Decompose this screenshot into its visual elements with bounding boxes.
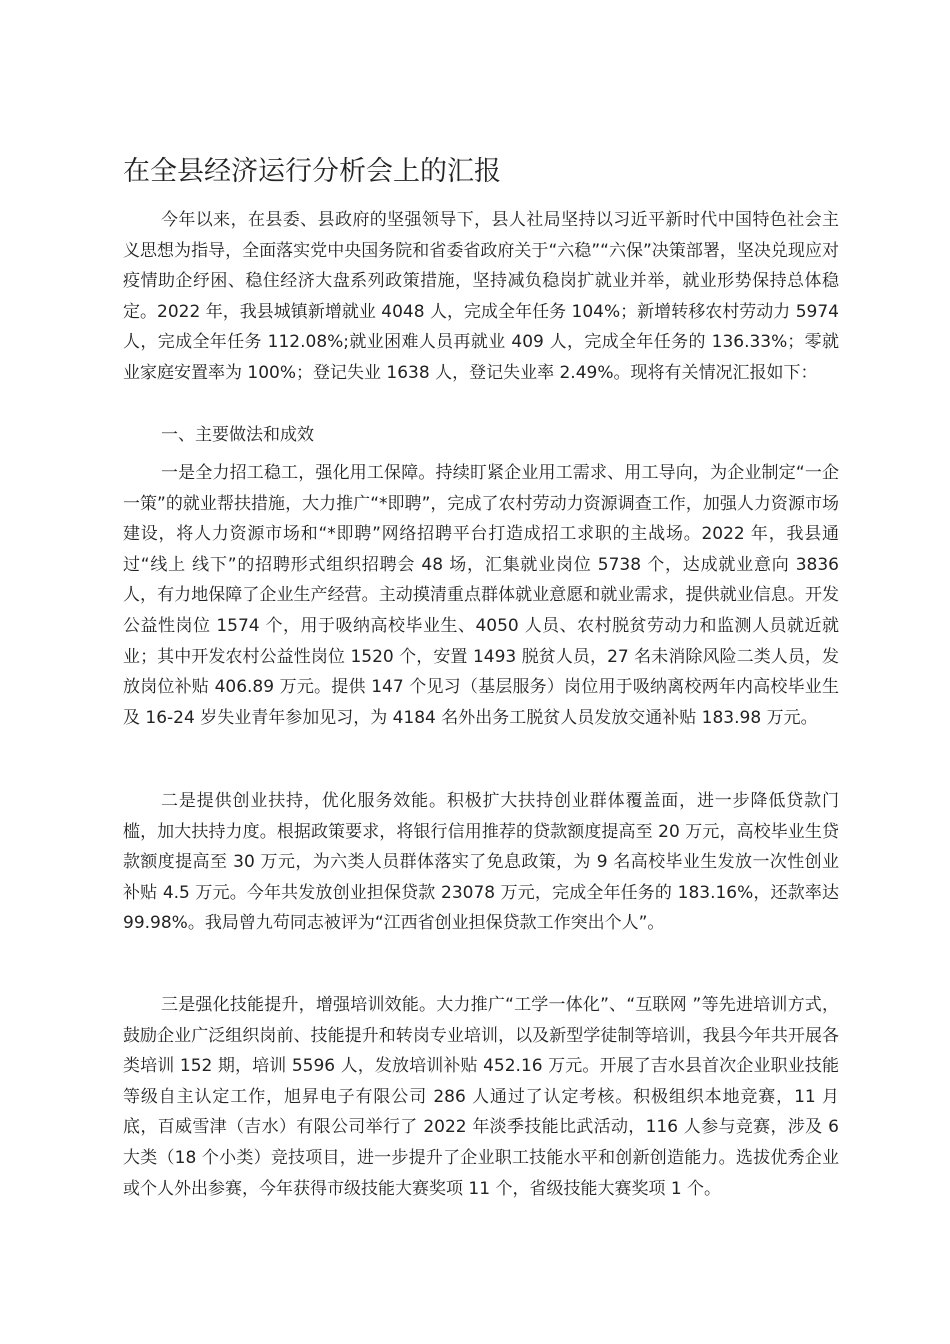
document-title: 在全县经济运行分析会上的汇报 (123, 156, 501, 187)
intro-paragraph: 今年以来，在县委、县政府的坚强领导下，县人社局坚持以习近平新时代中国特色社会主义思想为指导，全面落实党中央国务院和省委省政府关于“六稳”“六保”决策部署，坚决兑现应对疫情助企纾困、稳住经济大盘系列政策措施，坚持减负稳岗扩就业并举，就业形势保持总体稳定。2022 年，我县城镇新增就业 4048 人，完成全年任务 104%；新增转移农村劳动力 5974 人，完成全年任务 112.08%;就业困难人员再就业 409 人，完成全年任务的 136.33%；零就业家庭安置率为 100%；登记失业 1638 人，登记失业率 2.49%。现将有关情况汇报如下： (123, 210, 839, 383)
paragraph-skills-training: 三是强化技能提升，增强培训效能。大力推广“工学一体化”、“互联网 ”等先进培训方式，鼓励企业广泛组织岗前、技能提升和转岗专业培训，以及新型学徒制等培训，我县今年共开展各类培训 152 期，培训 5596 人，发放培训补贴 452.16 万元。开展了吉水县首次企业职业技能等级自主认定工作，旭昇电子有限公司 286 人通过了认定考核。积极组织本地竞赛，11 月底，百威雪津（吉水）有限公司举行了 2022 年淡季技能比武活动，116 人参与竞赛，涉及 6 大类（18 个小类）竞技项目，进一步提升了企业职工技能水平和创新创造能力。选拔优秀企业或个人外出参赛，今年获得市级技能大赛奖项 11 个，省级技能大赛奖项 1 个。 (123, 995, 839, 1199)
paragraph-recruitment: 一是全力招工稳工，强化用工保障。持续盯紧企业用工需求、用工导向，为企业制定“一企一策”的就业帮扶措施，大力推广“*即聘”，完成了农村劳动力资源调查工作，加强人力资源市场建设，将人力资源市场和“*即聘”网络招聘平台打造成招工求职的主战场。2022 年，我县通过“线上 线下”的招聘形式组织招聘会 48 场，汇集就业岗位 5738 个，达成就业意向 3836 人，有力地保障了企业生产经营。主动摸清重点群体就业意愿和就业需求，提供就业信息。开发公益性岗位 1574 个，用于吸纳高校毕业生、4050 人员、农村脱贫劳动力和监测人员就近就业；其中开发农村公益性岗位 1520 个，安置 1493 脱贫人员，27 名未消除风险二类人员，发放岗位补贴 406.89 万元。提供 147 个见习（基层服务）岗位用于吸纳离校两年内高校毕业生及 16-24 岁失业青年参加见习，为 4184 名外出务工脱贫人员发放交通补贴 183.98 万元。 (123, 463, 839, 728)
section-heading: 一、主要做法和成效 (161, 425, 314, 445)
paragraph-entrepreneurship: 二是提供创业扶持，优化服务效能。积极扩大扶持创业群体覆盖面，进一步降低贷款门槛，加大扶持力度。根据政策要求，将银行信用推荐的贷款额度提高至 20 万元，高校毕业生贷款额度提高至 30 万元，为六类人员群体落实了免息政策，为 9 名高校毕业生发放一次性创业补贴 4.5 万元。今年共发放创业担保贷款 23078 万元，完成全年任务的 183.16%，还款率达 99.98%。我局曾九苟同志被评为“江西省创业担保贷款工作突出个人”。 (123, 791, 839, 934)
